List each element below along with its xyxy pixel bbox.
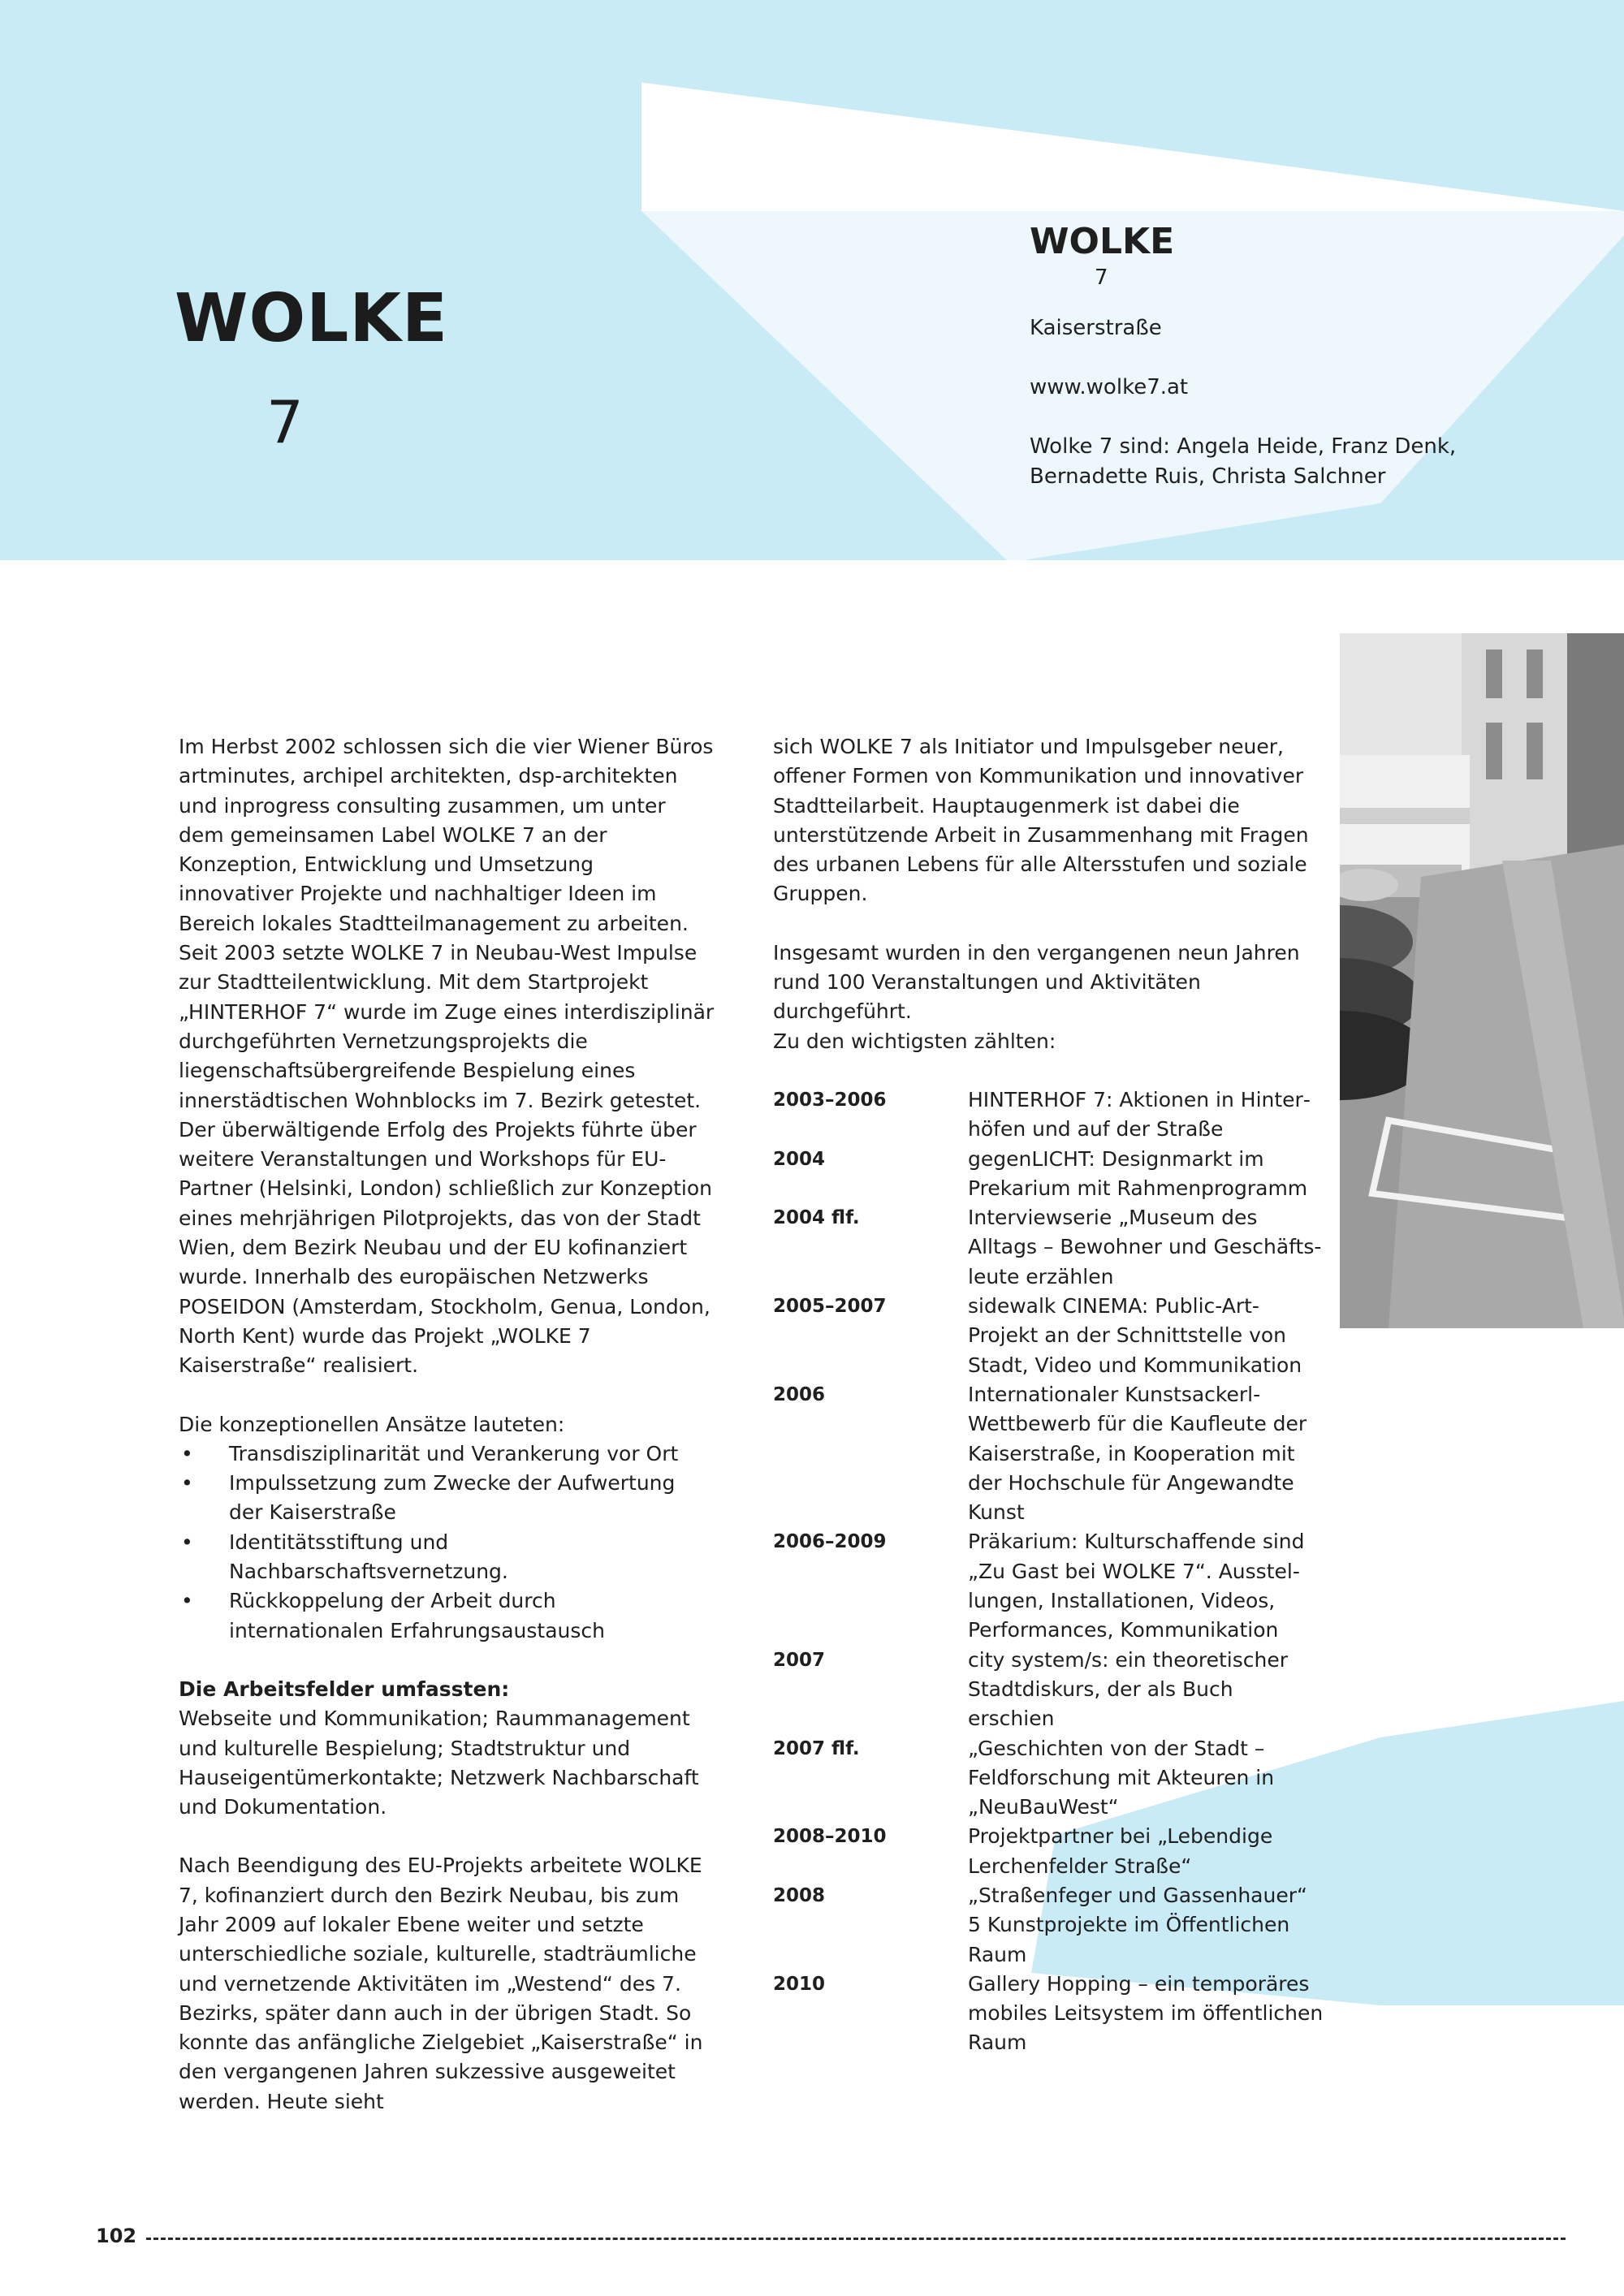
info-website[interactable]: www.wolke7.at <box>1030 375 1189 399</box>
timeline-year: 2008 <box>773 1884 826 1906</box>
footer-dashed-rule <box>146 2238 1566 2240</box>
timeline-text: Interviewserie „Museum des Alltags – Bewohner und Geschäftsleute erzählen <box>968 1206 1322 1288</box>
right-column <box>773 732 1341 2058</box>
timeline <box>773 1085 1341 2058</box>
left-column <box>179 732 715 2146</box>
timeline-text: Internationaler Kunstsackerl-Wettbewerb für die Kaufleute der Kaiserstraße, in Kooperation mit der Hochschule für Angewandte Kunst <box>968 1382 1307 1525</box>
timeline-text: sidewalk CINEMA: Public-Art-Projekt an der Schnittstelle von Stadt, Video und Kommunikation <box>968 1294 1302 1377</box>
timeline-year: 2008–2010 <box>773 1826 887 1848</box>
timeline-row <box>773 1380 1341 1527</box>
list-item: • Impulssetzung zum Zwecke der Aufwertung der Kaiserstraße <box>179 1469 715 1528</box>
timeline-year: 2007 flf. <box>773 1737 860 1759</box>
intro-paragraph: Im Herbst 2002 schlossen sich die vier Wiener Büros artminutes, archipel architekten, dsp-architekten und inprogress consulting zusammen, um unter dem gemeinsamen Label WOLKE 7 an der Konzeption, Entwicklung und Umsetzung innovativer Projekte und nachhaltiger Ideen im Bereich lokales Stadtteilmanagement zu arbeiten. Seit 2003 setzte WOLKE 7 in Neubau-West Impulse zur Stadtteilentwicklung. Mit dem Startprojekt „HINTERHOF 7“ wurde im Zuge eines interdisziplinär durchgeführten Vernetzungsprojekts die liegenschaftsübergreifende Bespielung eines innerstädtischen Wohnblocks im 7. Bezirk getestet. Der überwältigende Erfolg des Projekts führte über weitere Veranstaltungen und Workshops für EU-Partner (Helsinki, London) schließlich zur Konzeption eines mehrjährigen Pilotprojekts, das von der Stadt Wien, dem Bezirk Neubau und der EU kofinanziert wurde. Innerhalb des europäischen Netzwerks POSEIDON (Amsterdam, Stockholm, Genua, London, North Kent) wurde das Projekt „WOLKE 7 Kaiserstraße“ realisiert. <box>179 735 715 1378</box>
timeline-text: Präkarium: Kulturschaffende sind „Zu Gast bei WOLKE 7“. Ausstellungen, Installationen, Videos, Performances, Kommunikation <box>968 1530 1305 1642</box>
timeline-row <box>773 1203 1341 1292</box>
timeline-year: 2006–2009 <box>773 1531 887 1553</box>
closing-paragraph: Nach Beendigung des EU-Projekts arbeitete WOLKE 7, kofinanziert durch den Bezirk Neubau, bis zum Jahr 2009 auf lokaler Ebene weiter und setzte unterschiedliche soziale, kulturelle, stadträumliche und vernetzende Aktivitäten im „Westend“ des 7. Bezirks, später dann auch in der übrigen Stadt. So konnte das anfängliche Zielgebiet „Kaiserstraße“ in den vergangenen Jahren sukzessive ausgeweitet werden. Heute sieht <box>179 1854 703 2113</box>
timeline-row <box>773 1145 1341 1204</box>
timeline-text: Gallery Hopping – ein temporäres mobiles Leitsystem im öffentlichen Raum <box>968 1971 1324 2055</box>
timeline-row <box>773 1970 1341 2058</box>
timeline-text: city system/s: ein theoretischer Stadtdiskurs, der als Buch erschien <box>968 1647 1289 1731</box>
fields-paragraph: Webseite und Kommunikation; Raummanagement und kulturelle Bespielung; Stadtstruktur und Hauseigentümerkontakte; Netzwerk Nachbarschaft und Dokumentation. <box>179 1707 699 1819</box>
timeline-row <box>773 1734 1341 1823</box>
hero-number: 7 <box>266 388 304 456</box>
timeline-row <box>773 1822 1341 1881</box>
info-number: 7 <box>1095 265 1108 290</box>
approaches-heading: Die konzeptionellen Ansätze lauteten: <box>179 1412 565 1436</box>
timeline-row <box>773 1527 1341 1645</box>
summary-paragraph: Insgesamt wurden in den vergangenen neun Jahren rund 100 Veranstaltungen und Aktivitäten durchgeführt. <box>773 940 1300 1024</box>
list-item: • Identitätsstiftung und Nachbarschaftsvernetzung. <box>179 1528 715 1587</box>
timeline-year: 2010 <box>773 1973 826 1995</box>
timeline-year: 2006 <box>773 1383 826 1405</box>
fields-heading: Die Arbeitsfelder umfassten: <box>179 1677 510 1701</box>
timeline-year: 2004 flf. <box>773 1207 860 1229</box>
timeline-row <box>773 1292 1341 1380</box>
timeline-text: Projektpartner bei „Lebendige Lerchenfelder Straße“ <box>968 1824 1273 1878</box>
info-title: WOLKE <box>1030 221 1175 262</box>
timeline-row <box>773 1881 1341 1970</box>
timeline-text: „Straßenfeger und Gassenhauer“ 5 Kunstprojekte im Öffentlichen Raum <box>968 1883 1307 1966</box>
info-members-line1: Wolke 7 sind: Angela Heide, Franz Denk, <box>1030 434 1457 459</box>
timeline-text: gegenLICHT: Designmarkt im Prekarium mit Rahmenprogramm <box>968 1146 1308 1200</box>
list-item: • Rückkoppelung der Arbeit durch internationalen Erfahrungsaustausch <box>179 1586 715 1646</box>
timeline-year: 2003–2006 <box>773 1089 887 1111</box>
continuation-paragraph: sich WOLKE 7 als Initiator und Impulsgeber neuer, offener Formen von Kommunikation und innovativer Stadtteilarbeit. Hauptaugenmerk ist dabei die unterstützende Arbeit in Zusammenhang mit Fragen des urbanen Lebens für alle Altersstufen und soziale Gruppen. <box>773 735 1309 906</box>
timeline-row <box>773 1085 1341 1145</box>
timeline-year: 2007 <box>773 1649 826 1671</box>
info-block <box>1030 221 1598 492</box>
page-number: 102 <box>96 2225 137 2247</box>
timeline-year: 2004 <box>773 1148 826 1170</box>
timeline-row <box>773 1646 1341 1734</box>
info-members-line2: Bernadette Ruis, Christa Salchner <box>1030 464 1386 489</box>
page-footer <box>96 2225 1566 2249</box>
summary-line2: Zu den wichtigsten zählten: <box>773 1029 1056 1053</box>
street-photo <box>1340 633 1624 1328</box>
timeline-text: HINTERHOF 7: Aktionen in Hinterhöfen und auf der Straße <box>968 1087 1311 1142</box>
info-street: Kaiserstraße <box>1030 316 1162 340</box>
approaches-list <box>179 1439 715 1646</box>
timeline-text: „Geschichten von der Stadt – Feldforschung mit Akteuren in „NeuBauWest“ <box>968 1736 1275 1819</box>
list-item: • Transdisziplinarität und Verankerung vor Ort <box>179 1439 715 1469</box>
timeline-year: 2005–2007 <box>773 1296 887 1318</box>
hero-title: WOLKE <box>175 280 448 357</box>
